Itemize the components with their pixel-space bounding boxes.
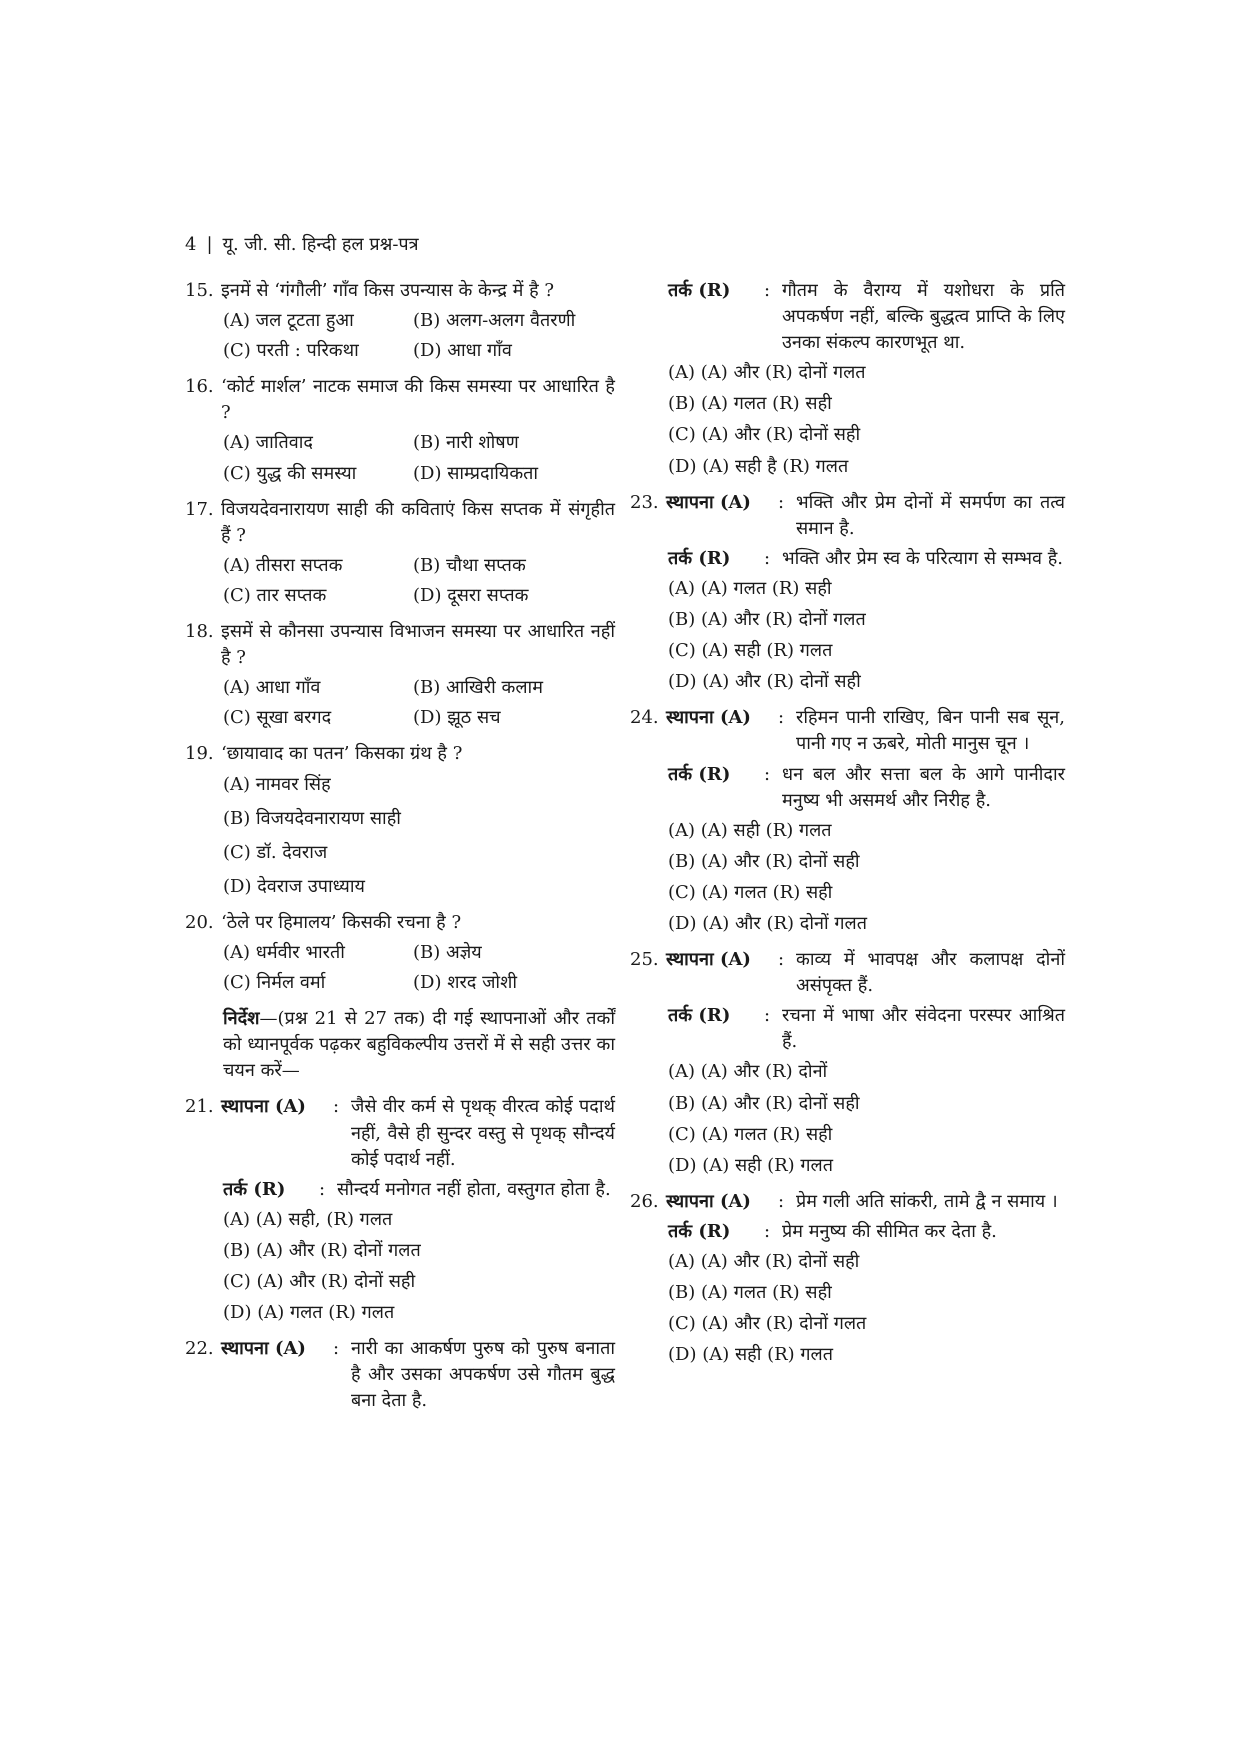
option-a: (A) (A) गलत (R) सही bbox=[668, 577, 832, 599]
option-b: (B) अलग-अलग वैतरणी bbox=[413, 310, 576, 332]
question-20 bbox=[185, 910, 615, 996]
assertion-label: स्थापना (A) bbox=[666, 707, 751, 729]
option-b: (B) (A) गलत (R) सही bbox=[668, 393, 832, 415]
option-a: (A) (A) सही (R) गलत bbox=[668, 819, 832, 841]
colon: : bbox=[333, 1096, 340, 1118]
question-26 bbox=[630, 1189, 1065, 1369]
assertion-text: जैसे वीर कर्म से पृथक् वीरत्व कोई पदार्थ नहीं, वैसे ही सुन्दर वस्तु से पृथक् सौन्दर्य कोई पदार्थ नहीं. bbox=[351, 1096, 615, 1170]
colon: : bbox=[778, 1190, 785, 1212]
reason-text: रचना में भाषा और संवेदना परस्पर आश्रित हैं. bbox=[782, 1005, 1065, 1053]
option-b: (B) (A) और (R) दोनों गलत bbox=[668, 609, 866, 631]
question-text: इसमें से कौनसा उपन्यास विभाजन समस्या पर आधारित नहीं है ? bbox=[221, 621, 615, 669]
reason-text: प्रेम मनुष्य की सीमित कर देता है. bbox=[782, 1220, 997, 1242]
option-c: (C) (A) और (R) दोनों सही bbox=[668, 424, 861, 446]
option-d: (D) (A) सही (R) गलत bbox=[668, 1344, 833, 1366]
option-c: (C) युद्ध की समस्या bbox=[223, 462, 357, 484]
option-a: (A) जातिवाद bbox=[223, 432, 313, 454]
instructions-label: निर्देश bbox=[223, 1008, 260, 1030]
right-column bbox=[630, 278, 1065, 1378]
option-a: (A) जल टूटता हुआ bbox=[223, 310, 354, 332]
question-23 bbox=[630, 490, 1065, 696]
colon: : bbox=[764, 547, 771, 569]
option-c: (C) (A) गलत (R) सही bbox=[668, 1123, 833, 1145]
reason-text: सौन्दर्य मनोगत नहीं होता, वस्तुगत होता है. bbox=[337, 1178, 611, 1200]
instructions-text: —(प्रश्न 21 से 27 तक) दी गई स्थापनाओं और तर्कों को ध्यानपूर्वक पढ़कर बहुविकल्पीय उत्तरों में से सही उत्तर का चयन करें— bbox=[223, 1008, 615, 1082]
question-number: 26. bbox=[630, 1190, 659, 1212]
colon: : bbox=[319, 1178, 326, 1200]
option-b: (B) (A) और (R) दोनों सही bbox=[668, 1092, 860, 1114]
page-number: 4 bbox=[185, 234, 197, 255]
question-number: 18. bbox=[185, 621, 214, 643]
option-c: (C) परती : परिकथा bbox=[223, 340, 359, 362]
question-number: 19. bbox=[185, 743, 214, 765]
assertion-label: स्थापना (A) bbox=[666, 1190, 751, 1212]
option-c: (C) तार सप्तक bbox=[223, 584, 327, 606]
assertion-text: रहिमन पानी राखिए, बिन पानी सब सून, पानी गए न ऊबरे, मोती मानुस चून । bbox=[796, 707, 1065, 755]
question-number: 23. bbox=[630, 491, 659, 513]
reason-text: भक्ति और प्रेम स्व के परित्याग से सम्भव है. bbox=[782, 547, 1063, 569]
option-a: (A) (A) सही, (R) गलत bbox=[223, 1208, 393, 1230]
colon: : bbox=[333, 1338, 340, 1360]
option-b: (B) (A) और (R) दोनों सही bbox=[668, 850, 860, 872]
question-16 bbox=[185, 374, 615, 486]
option-c: (C) निर्मल वर्मा bbox=[223, 972, 326, 994]
option-c: (C) (A) और (R) दोनों गलत bbox=[668, 1313, 867, 1335]
option-d: (D) साम्प्रदायिकता bbox=[413, 462, 539, 484]
option-c: (C) (A) गलत (R) सही bbox=[668, 881, 833, 903]
reason-label: तर्क (R) bbox=[223, 1178, 286, 1200]
header-separator: | bbox=[206, 234, 213, 255]
instructions bbox=[185, 1006, 615, 1084]
option-b: (B) (A) गलत (R) सही bbox=[668, 1282, 832, 1304]
option-a: (A) (A) और (R) दोनों सही bbox=[668, 1251, 860, 1272]
colon: : bbox=[778, 949, 785, 971]
option-d: (D) (A) सही है (R) गलत bbox=[668, 455, 849, 477]
option-a: (A) धर्मवीर भारती bbox=[223, 941, 345, 963]
assertion-label: स्थापना (A) bbox=[666, 491, 751, 513]
option-a: (A) (A) और (R) दोनों गलत bbox=[668, 362, 866, 384]
colon: : bbox=[764, 763, 771, 785]
question-text: ‘ठेले पर हिमालय’ किसकी रचना है ? bbox=[221, 911, 462, 933]
option-b: (B) (A) और (R) दोनों गलत bbox=[223, 1239, 421, 1261]
reason-text: गौतम के वैराग्य में यशोधरा के प्रति अपकर्षण नहीं, बल्कि बुद्धत्व प्राप्ति के लिए उनका संकल्प कारणभूत था. bbox=[782, 280, 1065, 354]
reason-label: तर्क (R) bbox=[668, 1220, 731, 1242]
question-number: 15. bbox=[185, 280, 214, 301]
question-text: इनमें से ‘गंगौली’ गाँव किस उपन्यास के केन्द्र में है ? bbox=[221, 280, 555, 301]
question-number: 22. bbox=[185, 1338, 214, 1360]
reason-label: तर्क (R) bbox=[668, 1005, 731, 1027]
reason-label: तर्क (R) bbox=[668, 763, 731, 785]
question-text: विजयदेवनारायण साही की कविताएं किस सप्तक में संगृहीत हैं ? bbox=[221, 498, 615, 546]
option-d: (D) देवराज उपाध्याय bbox=[223, 875, 365, 897]
colon: : bbox=[764, 1220, 771, 1242]
question-number: 16. bbox=[185, 376, 214, 398]
colon: : bbox=[764, 280, 771, 301]
question-number: 21. bbox=[185, 1096, 214, 1118]
option-a: (A) (A) और (R) दोनों bbox=[668, 1061, 828, 1083]
option-c: (C) सूखा बरगद bbox=[223, 707, 332, 729]
assertion-label: स्थापना (A) bbox=[666, 949, 751, 971]
option-d: (D) शरद जोशी bbox=[413, 972, 517, 994]
option-d: (D) (A) और (R) दोनों सही bbox=[668, 671, 861, 693]
question-21 bbox=[185, 1094, 615, 1326]
reason-label: तर्क (R) bbox=[668, 280, 731, 301]
option-d: (D) (A) और (R) दोनों गलत bbox=[668, 912, 867, 934]
option-b: (B) नारी शोषण bbox=[413, 432, 519, 454]
reason-text: धन बल और सत्ता बल के आगे पानीदार मनुष्य भी असमर्थ और निरीह है. bbox=[782, 763, 1065, 811]
option-c: (C) (A) सही (R) गलत bbox=[668, 640, 833, 662]
assertion-text: भक्ति और प्रेम दोनों में समर्पण का तत्व समान है. bbox=[796, 491, 1065, 539]
question-25 bbox=[630, 947, 1065, 1179]
option-a: (A) आधा गाँव bbox=[223, 677, 321, 699]
option-b: (B) विजयदेवनारायण साही bbox=[223, 807, 401, 829]
question-15 bbox=[185, 278, 615, 364]
left-column bbox=[185, 278, 615, 1424]
assertion-text: नारी का आकर्षण पुरुष को पुरुष बनाता है और उसका अपकर्षण उसे गौतम बुद्ध बना देता है. bbox=[351, 1338, 615, 1412]
question-text: ‘कोर्ट मार्शल’ नाटक समाज की किस समस्या पर आधारित है ? bbox=[221, 376, 615, 424]
colon: : bbox=[778, 491, 785, 513]
option-b: (B) आखिरी कलाम bbox=[413, 677, 543, 699]
question-number: 25. bbox=[630, 949, 659, 971]
question-19 bbox=[185, 741, 615, 899]
assertion-label: स्थापना (A) bbox=[221, 1096, 306, 1118]
option-c: (C) डॉ. देवराज bbox=[223, 841, 328, 863]
option-d: (D) (A) गलत (R) गलत bbox=[223, 1302, 395, 1324]
colon: : bbox=[764, 1005, 771, 1027]
header-title: यू. जी. सी. हिन्दी हल प्रश्न-पत्र bbox=[222, 234, 419, 255]
option-d: (D) आधा गाँव bbox=[413, 340, 512, 362]
option-b: (B) अज्ञेय bbox=[413, 941, 482, 963]
question-number: 24. bbox=[630, 707, 659, 729]
question-18 bbox=[185, 619, 615, 731]
question-22-continued bbox=[630, 278, 1065, 480]
question-24 bbox=[630, 705, 1065, 937]
option-d: (D) झूठ सच bbox=[413, 707, 501, 729]
question-22 bbox=[185, 1336, 615, 1414]
question-number: 17. bbox=[185, 498, 214, 520]
option-b: (B) चौथा सप्तक bbox=[413, 554, 526, 576]
option-a: (A) तीसरा सप्तक bbox=[223, 554, 343, 576]
assertion-label: स्थापना (A) bbox=[221, 1338, 306, 1360]
colon: : bbox=[778, 707, 785, 729]
option-d: (D) दूसरा सप्तक bbox=[413, 584, 529, 606]
option-d: (D) (A) सही (R) गलत bbox=[668, 1154, 833, 1176]
reason-label: तर्क (R) bbox=[668, 547, 731, 569]
page-header bbox=[185, 232, 419, 258]
assertion-text: काव्य में भावपक्ष और कलापक्ष दोनों असंपृक्त हैं. bbox=[796, 949, 1065, 997]
option-c: (C) (A) और (R) दोनों सही bbox=[223, 1271, 416, 1292]
question-text: ‘छायावाद का पतन’ किसका ग्रंथ है ? bbox=[221, 743, 463, 765]
assertion-text: प्रेम गली अति सांकरी, तामे द्वै न समाय । bbox=[796, 1190, 1058, 1212]
option-a: (A) नामवर सिंह bbox=[223, 773, 331, 795]
question-number: 20. bbox=[185, 911, 214, 933]
question-17 bbox=[185, 497, 615, 609]
